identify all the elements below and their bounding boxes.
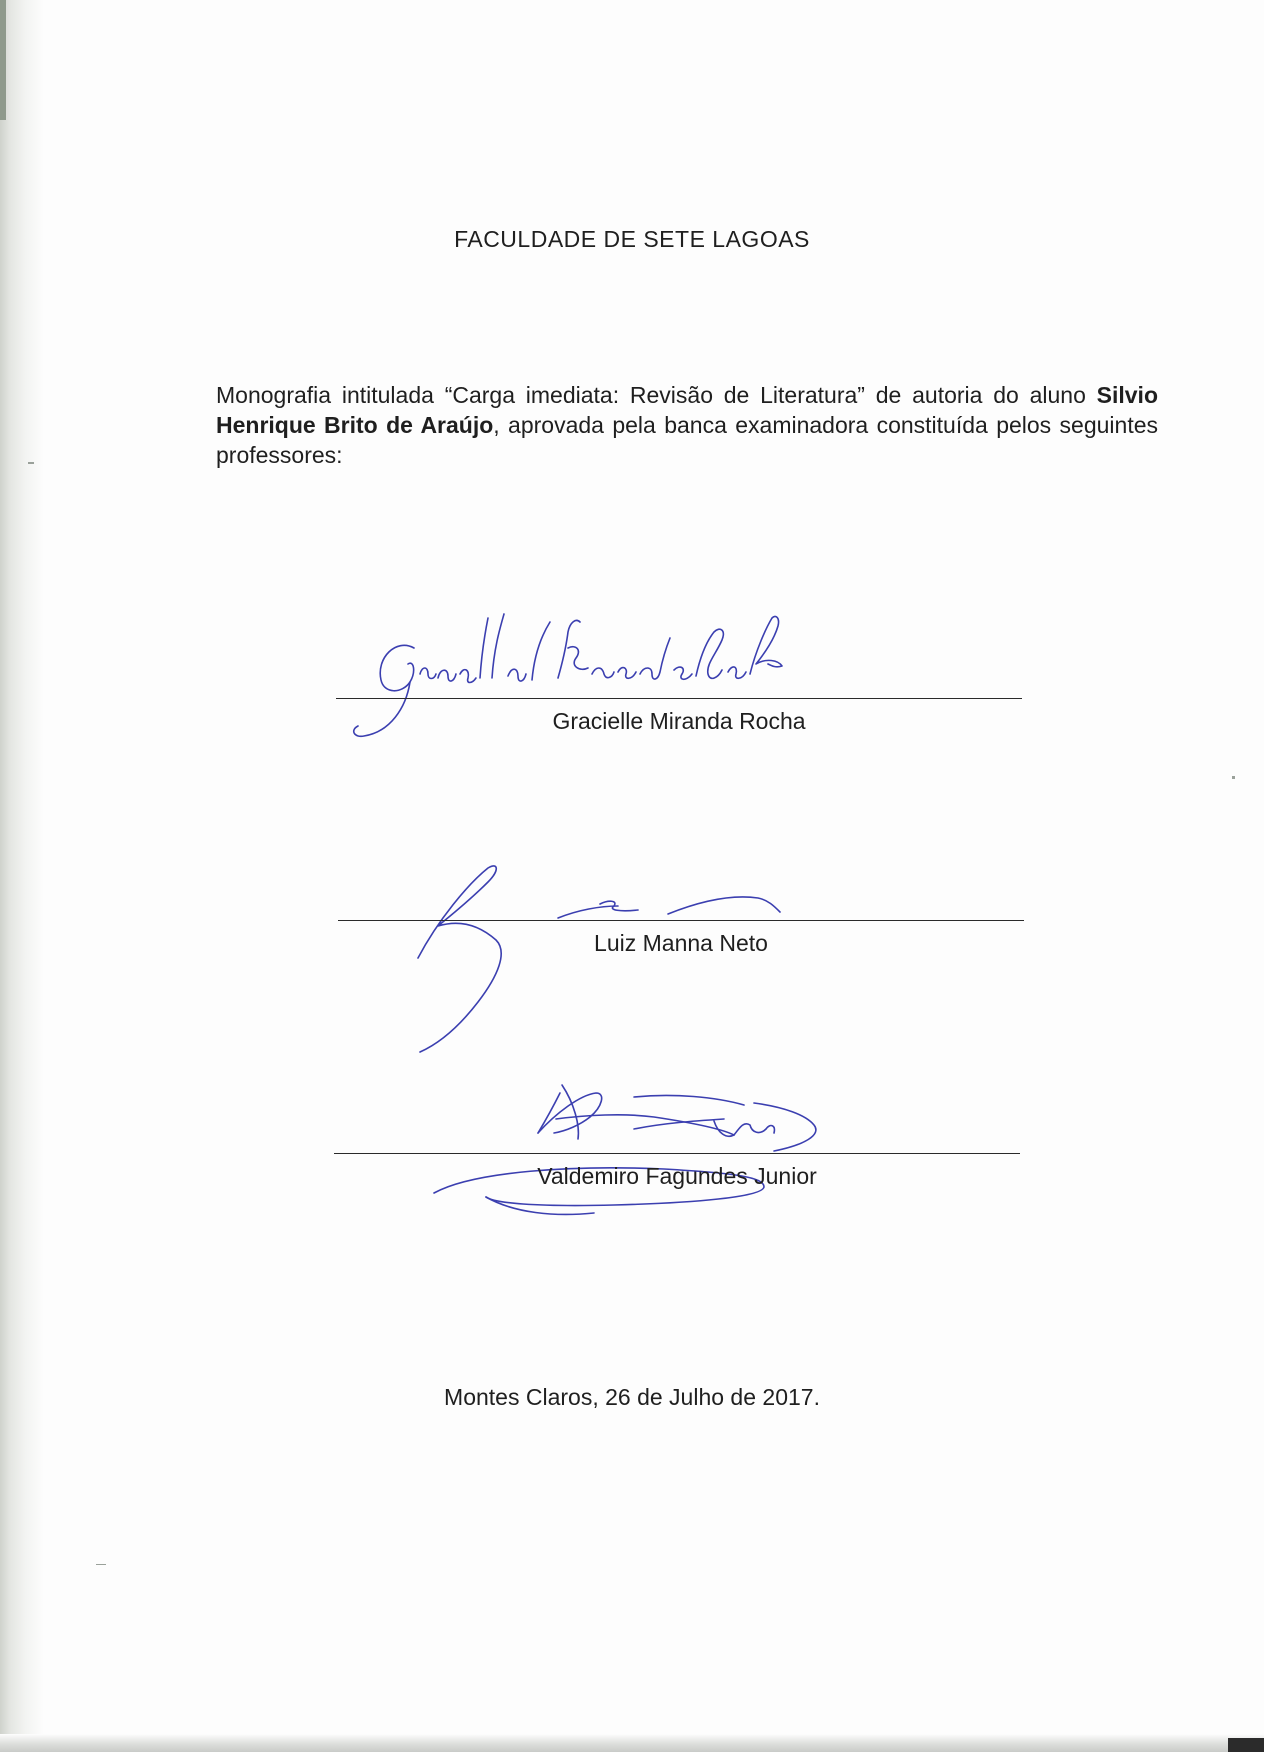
scan-speck [28, 462, 34, 464]
approval-text-start: Monografia intitulada “Carga imediata: Revisão de Literatura” de autoria do aluno [216, 382, 1097, 408]
scan-shadow-left [0, 0, 44, 1752]
scan-shadow-left-dark [0, 0, 6, 120]
handwritten-signature-3 [334, 1073, 1020, 1213]
examiner-name-2: Luiz Manna Neto [594, 930, 768, 956]
signature-line-3 [334, 1153, 1020, 1154]
approval-statement [216, 380, 1158, 470]
place-and-date: Montes Claros, 26 de Julho de 2017. [444, 1384, 820, 1410]
author-name: Silvio Henrique Brito de Araújo [216, 382, 1158, 438]
handwritten-signature-2 [338, 860, 1024, 1060]
examiner-name-3: Valdemiro Fagundes Junior [537, 1163, 817, 1189]
institution-title: FACULDADE DE SETE LAGOAS [454, 226, 810, 252]
signature-line-1 [336, 698, 1022, 699]
scan-shadow-bottom [0, 1734, 1264, 1752]
scan-corner-mark [1228, 1738, 1264, 1752]
scan-speck [1232, 776, 1235, 779]
signature-line-2 [338, 920, 1024, 921]
examiner-name-1: Gracielle Miranda Rocha [552, 708, 806, 734]
scan-speck [96, 1564, 106, 1565]
approval-text-end: , aprovada pela banca examinadora constituída pelos seguintes professores: [216, 412, 1159, 468]
